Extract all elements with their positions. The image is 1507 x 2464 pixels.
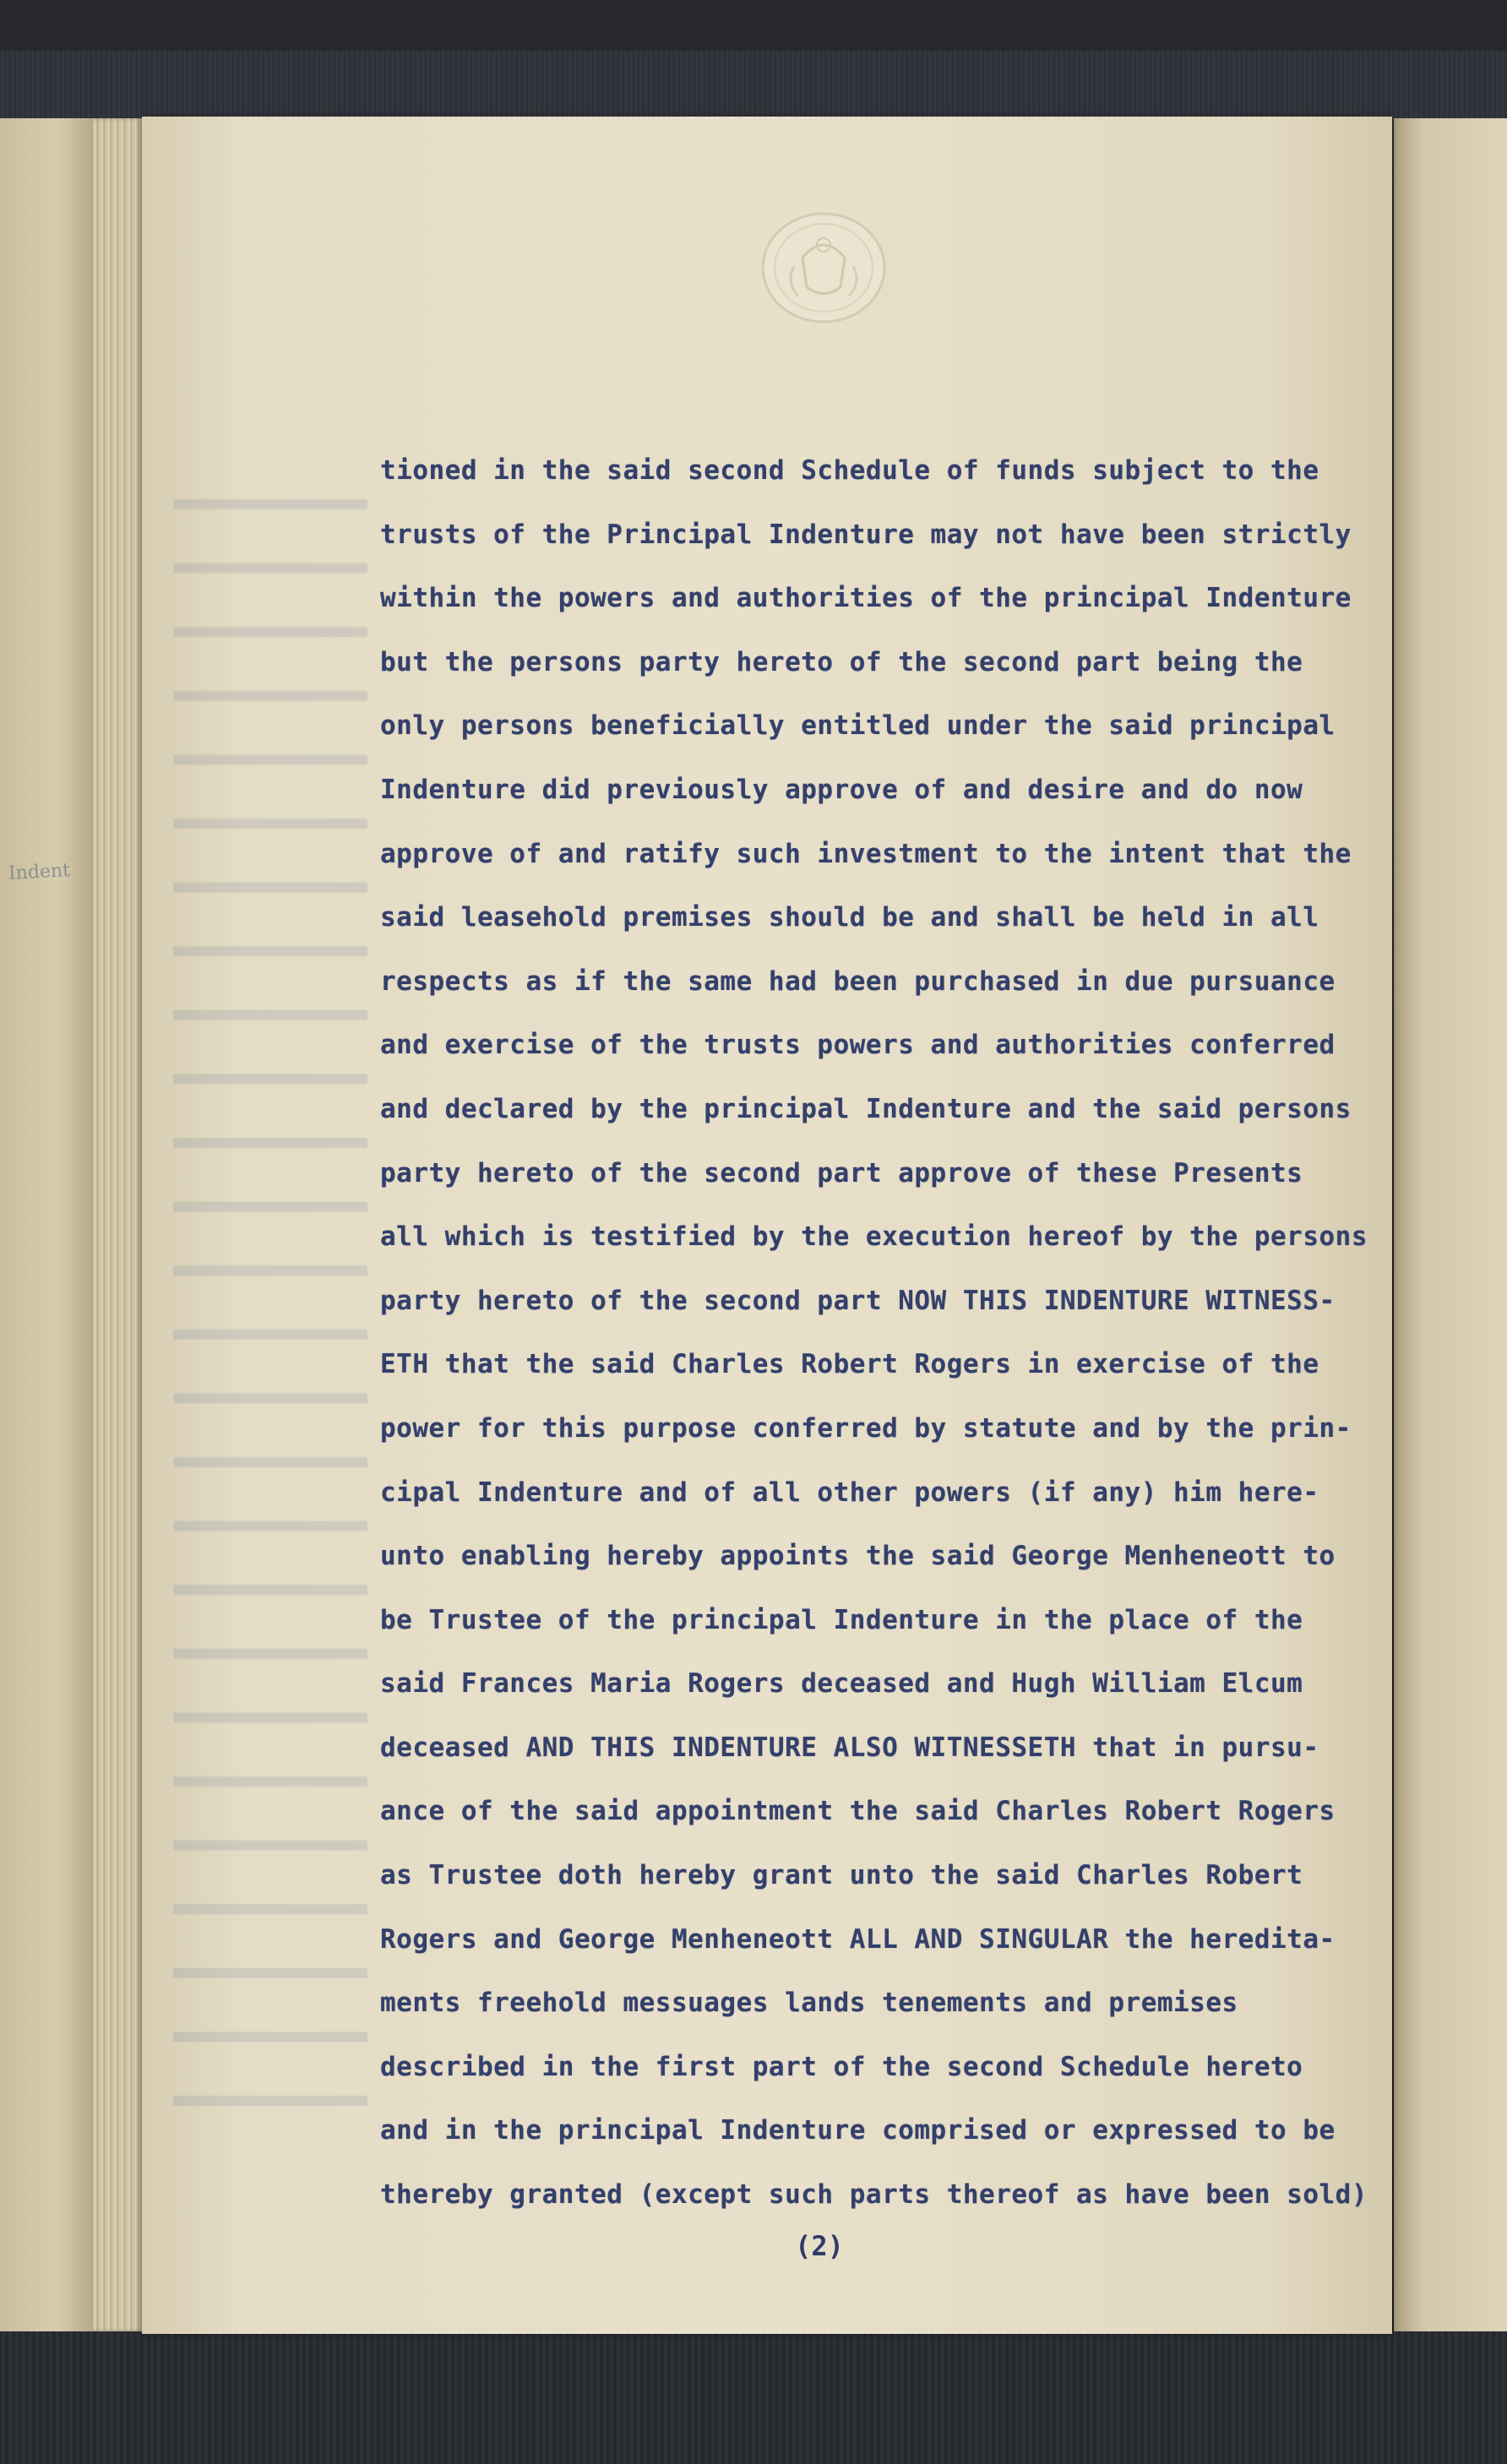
text-line: within the powers and authorities of the principal Indenture bbox=[380, 583, 1352, 614]
text-line: thereby granted (except such parts thereof as have been sold) bbox=[380, 2179, 1368, 2211]
book-binding-top bbox=[0, 51, 1507, 127]
text-line: unto enabling hereby appoints the said George Menheneott to bbox=[380, 1541, 1336, 1572]
text-line: be Trustee of the principal Indenture in the place of the bbox=[380, 1604, 1303, 1635]
typed-document-body bbox=[380, 439, 1406, 2227]
text-line: described in the first part of the second Schedule hereto bbox=[380, 2051, 1303, 2082]
text-line: as Trustee doth hereby grant unto the said Charles Robert bbox=[380, 1860, 1303, 1891]
text-line: said Frances Maria Rogers deceased and Hugh William Elcum bbox=[380, 1668, 1303, 1700]
text-line: and in the principal Indenture comprised or expressed to be bbox=[380, 2115, 1336, 2146]
text-line: trusts of the Principal Indenture may not have been strictly bbox=[380, 519, 1352, 550]
text-line: power for this purpose conferred by statute and by the prin- bbox=[380, 1412, 1352, 1444]
page-stack-edges bbox=[93, 118, 144, 2331]
page-number: (2) bbox=[795, 2230, 844, 2262]
book-binding-bottom bbox=[0, 2331, 1507, 2464]
text-line: Rogers and George Menheneott ALL AND SINGULAR the heredita- bbox=[380, 1923, 1336, 1955]
text-line: and exercise of the trusts powers and authorities conferred bbox=[380, 1030, 1336, 1061]
text-line: approve of and ratify such investment to the intent that the bbox=[380, 838, 1352, 869]
text-line: respects as if the same had been purchased in due pursuance bbox=[380, 965, 1336, 997]
text-line: all which is testified by the execution hereof by the persons bbox=[380, 1221, 1368, 1253]
text-line: deceased AND THIS INDENTURE ALSO WITNESSETH that in pursu- bbox=[380, 1732, 1319, 1763]
reverse-side-show-through bbox=[173, 456, 367, 2146]
left-facing-page bbox=[0, 118, 95, 2331]
text-line: party hereto of the second part approve of these Presents bbox=[380, 1157, 1303, 1188]
text-line: cipal Indenture and of all other powers (if any) him here- bbox=[380, 1477, 1319, 1508]
left-page-bleed-text: Indent bbox=[8, 860, 71, 884]
text-line: ments freehold messuages lands tenements and premises bbox=[380, 1988, 1238, 2019]
text-line: and declared by the principal Indenture and the said persons bbox=[380, 1093, 1352, 1124]
text-line: tioned in the said second Schedule of funds subject to the bbox=[380, 455, 1319, 486]
text-line: party hereto of the second part NOW THIS INDENTURE WITNESS- bbox=[380, 1285, 1336, 1316]
text-line: said leasehold premises should be and shall be held in all bbox=[380, 902, 1319, 933]
text-line: ETH that the said Charles Robert Rogers in exercise of the bbox=[380, 1349, 1319, 1380]
right-facing-page bbox=[1394, 118, 1507, 2331]
text-line: but the persons party hereto of the second part being the bbox=[380, 646, 1303, 677]
text-line: ance of the said appointment the said Charles Robert Rogers bbox=[380, 1796, 1336, 1827]
text-line: Indenture did previously approve of and desire and do now bbox=[380, 774, 1303, 805]
text-line: only persons beneficially entitled under the said principal bbox=[380, 710, 1336, 742]
embossed-seal-icon bbox=[756, 207, 891, 329]
